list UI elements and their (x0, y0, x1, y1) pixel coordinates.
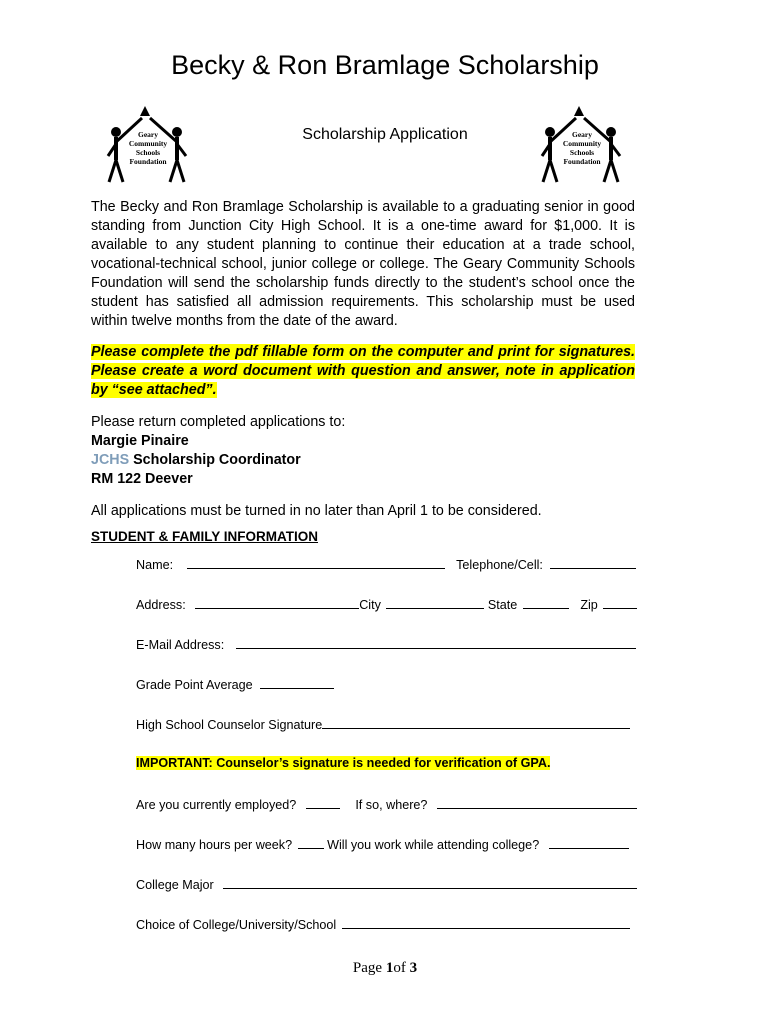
important-notice: IMPORTANT: Counselor’s signature is needed for verification of GPA. (136, 756, 551, 770)
page-label: Page (352, 960, 386, 976)
choice-field[interactable] (342, 916, 630, 929)
work-college-label: Will you work while attending college? (327, 838, 540, 852)
address-label: Address: (136, 598, 186, 612)
intro-paragraph: The Becky and Ron Bramlage Scholarship is available to a graduating senior in good standing from Junction City High School. It is a one-time award for $1,000. It is available to any student planning to continue their education at a trade school, vocational-technical school, junior college or college. The Geary Community Schools Foundation will send the scholarship funds directly to the student’s school once the student has satisfied all admission requirements. This scholarship must be used within twelve months from the date of the award. (91, 199, 635, 329)
choice-label: Choice of College/University/School (136, 918, 337, 932)
return-block (91, 413, 635, 489)
page-number: 1 (385, 960, 394, 976)
hours-label: How many hours per week? (136, 838, 293, 852)
coordinator-room: RM 122 Deever (91, 471, 193, 487)
major-label: College Major (136, 878, 214, 892)
foundation-logo-right (538, 104, 628, 186)
page-title: Becky & Ron Bramlage Scholarship (171, 50, 599, 80)
page-subtitle: Scholarship Application (302, 126, 468, 143)
counselor-row (136, 716, 630, 732)
employed-row (136, 796, 637, 812)
role-label: Scholarship Coordinator (129, 452, 301, 468)
where-label: If so, where? (355, 798, 428, 812)
of-label: of (393, 960, 410, 976)
hours-field[interactable] (298, 836, 324, 849)
city-label: City (359, 598, 381, 612)
notice-text: Please complete the pdf fillable form on the computer and print for signatures. Please create a word document with question and answer, note in application by “see attached”. (91, 344, 635, 398)
page-total: 3 (409, 960, 418, 976)
gpa-row (136, 676, 334, 692)
coordinator-name: Margie Pinaire (91, 433, 189, 449)
hours-row (136, 836, 629, 852)
foundation-logo-icon (538, 104, 628, 186)
logo-text-4: Foundation (563, 157, 601, 166)
telephone-field[interactable] (550, 556, 636, 569)
employed-label: Are you currently employed? (136, 798, 297, 812)
page-footer (0, 960, 770, 977)
counselor-signature-field[interactable] (322, 716, 630, 729)
gpa-label: Grade Point Average (136, 678, 253, 692)
zip-label: Zip (580, 598, 598, 612)
choice-row (136, 916, 630, 932)
return-intro: Please return completed applications to: (91, 414, 346, 430)
state-label: State (487, 598, 518, 612)
logo-text-3: Schools (569, 148, 595, 157)
address-row (136, 596, 637, 612)
employed-field[interactable] (306, 796, 340, 809)
gpa-field[interactable] (260, 676, 334, 689)
logo-text-1: Geary (138, 130, 158, 139)
telephone-label: Telephone/Cell: (456, 558, 543, 572)
email-label: E-Mail Address: (136, 638, 225, 652)
deadline-text: All applications must be turned in no later than April 1 to be considered. (91, 503, 542, 519)
coordinator-role (91, 451, 635, 470)
important-row (136, 756, 550, 770)
logo-text-1: Geary (572, 130, 592, 139)
logo-text-2: Community (128, 139, 168, 148)
major-field[interactable] (223, 876, 637, 889)
logo-text-4: Foundation (129, 157, 167, 166)
email-field[interactable] (236, 636, 636, 649)
work-college-field[interactable] (549, 836, 629, 849)
foundation-logo-left (104, 104, 194, 186)
logo-text-3: Schools (135, 148, 161, 157)
jchs-label: JCHS (91, 452, 130, 468)
email-row (136, 636, 636, 652)
major-row (136, 876, 637, 892)
section-title: STUDENT & FAMILY INFORMATION (91, 529, 319, 544)
city-field[interactable] (386, 596, 484, 609)
name-row (136, 556, 636, 572)
zip-field[interactable] (603, 596, 637, 609)
where-field[interactable] (437, 796, 637, 809)
address-field[interactable] (195, 596, 359, 609)
logo-text-2: Community (562, 139, 602, 148)
name-label: Name: (136, 558, 174, 572)
notice-paragraph (91, 343, 635, 400)
name-field[interactable] (187, 556, 445, 569)
foundation-logo-icon (104, 104, 194, 186)
counselor-signature-label: High School Counselor Signature (136, 718, 323, 732)
state-field[interactable] (523, 596, 569, 609)
